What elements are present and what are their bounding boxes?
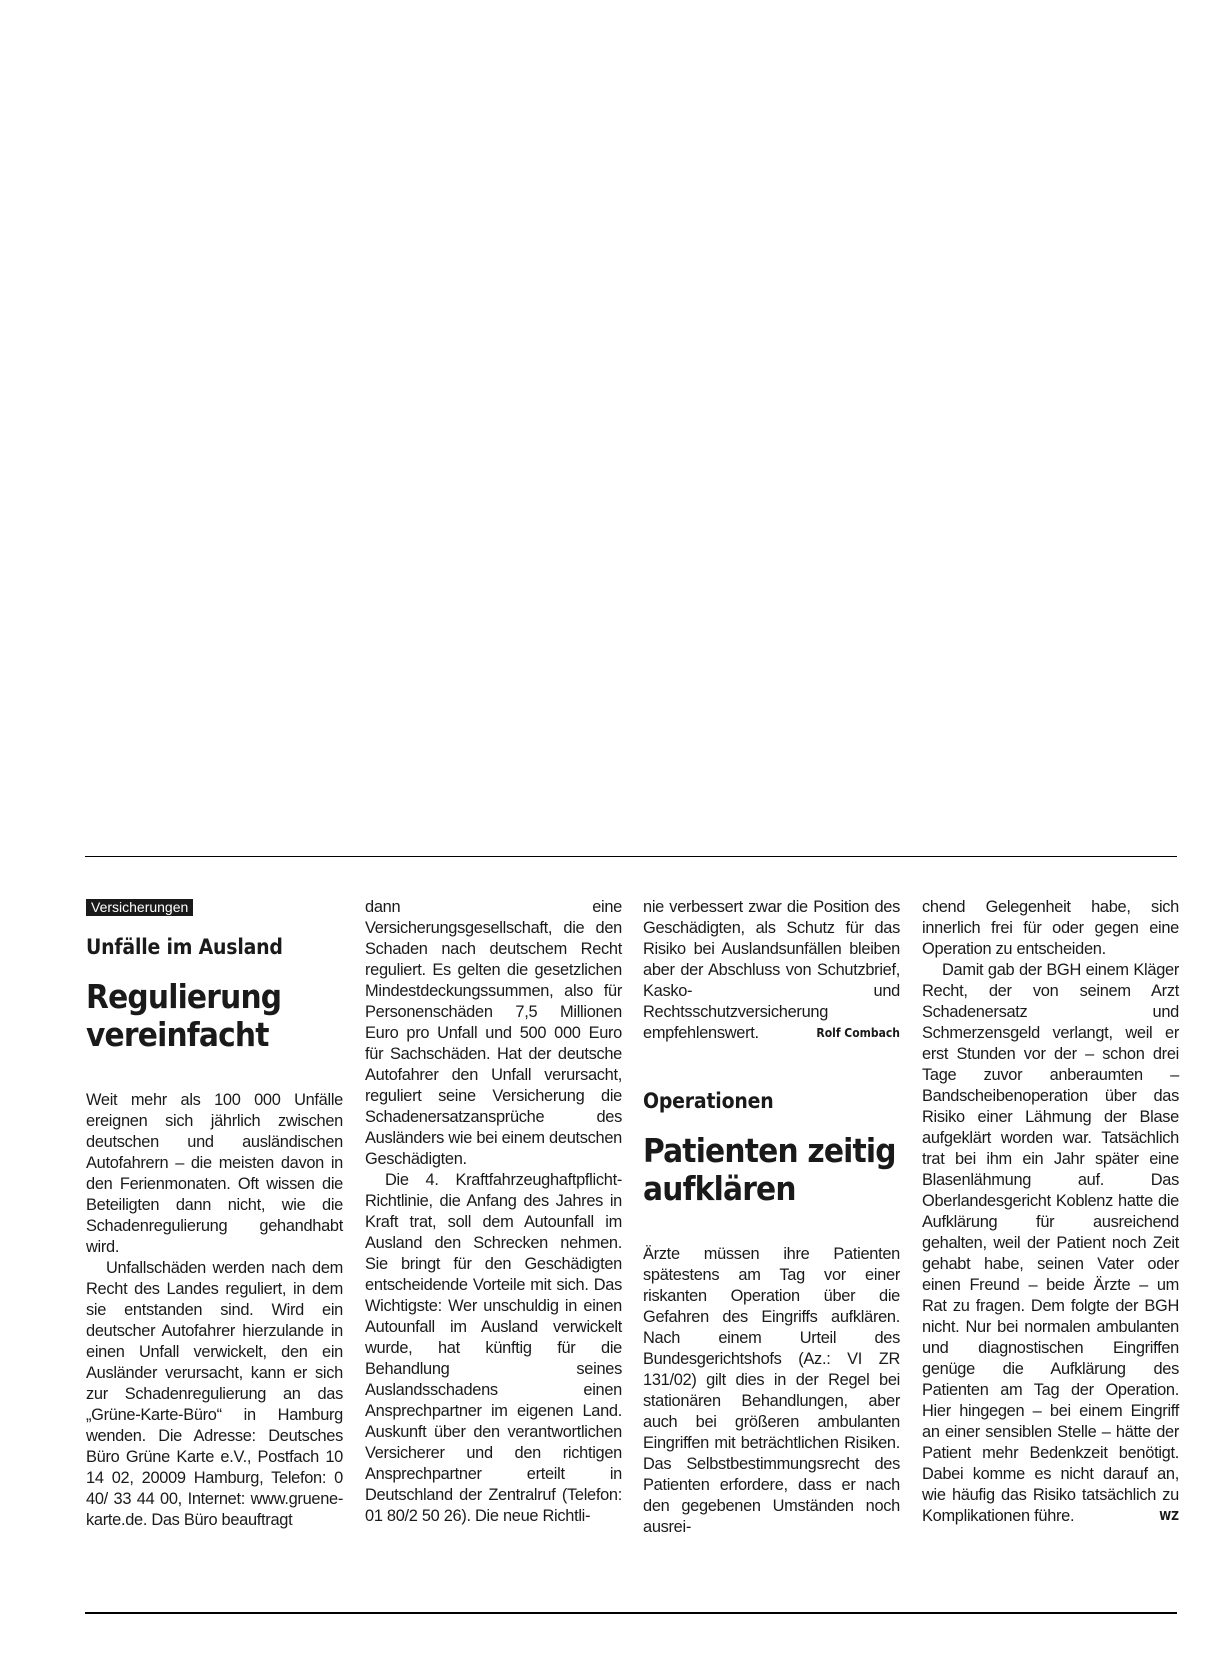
article-2 [643,1088,900,1538]
article-1-paragraph-3-cont [643,897,900,1044]
article-2-byline: WZ [1159,1509,1179,1523]
article-2-paragraph-1-cont: chend Gelegenheit habe, sich innerlich frei für oder gegen eine Operation zu entscheiden. [922,898,1179,958]
article-2-final-text: Damit gab der BGH einem Kläger Recht, der von seinem Arzt Schadenersatz und Schmerzensgeld verlangt, weil er erst Stunden vor der – schon drei Tage zuvor anberaumten – Bandscheibenoperation über das Risiko einer Lähmung der Blase aufgeklärt worden war. Tatsächlich trat bei ihm ein Jahr später eine Blasenlähmung auf. Das Oberlandesgericht Koblenz hatte die Aufklärung für ausreichend gehalten, weil der Patient noch Zeit gehabt habe, seinen Vater oder einen Freund – beide Ärzte – um Rat zu fragen. Dem folgte der BGH nicht. Nur bei normalen ambulanten und diagnostischen Eingriffen genüge die Aufklärung des Patienten am Tag der Operation. Hier hingegen – bei einem Eingriff an einer sensiblen Stelle – hätte der Patient mehr Bedenkzeit benötigt. Dabei komme es nicht darauf an, wie häufig das Risiko tatsächlich zu Komplikationen führe. [922,961,1179,1525]
article-1-paragraph-3: Die 4. Kraftfahrzeughaftpflicht-Richtlinie, die Anfang des Jahres in Kraft trat, soll dem Autounfall im Ausland den Schrecken nehmen. Sie bringt für den Geschädigten entscheidende Vorteile mit sich. Das Wichtigste: Wer unschuldig in einen Autounfall im Ausland verwickelt wurde, hat künftig für die Behandlung seines Auslandsschadens einen Ansprechpartner im eigenen Land. Auskunft über den verantwortlichen Versicherer und den richtigen Ansprechpartner erteilt in Deutschland der Zentralruf (Telefon: 01 80/2 50 26). Die neue Richtli- [365,1171,622,1525]
column-2 [365,897,622,1527]
column-3 [643,897,900,1538]
article-1-topic: Unfälle im Ausland [86,935,283,959]
article-1-headline: Regulierung vereinfacht [86,977,282,1054]
column-4 [922,897,1179,1527]
section-kicker: Versicherungen [86,899,193,916]
article-2-paragraph-1: Ärzte müssen ihre Patienten spätestens am Tag vor einer riskanten Operation über die Gefahren des Eingriffs aufklären. Nach einem Urteil des Bundesgerichtshofs (Az.: VI ZR 131/02) gilt dies in der Regel bei stationären Behandlungen, aber auch bei größeren ambulanten Eingriffen mit beträchtlichen Risiken. Das Selbstbestimmungsrecht des Patienten erfordere, dass er nach den gegebenen Umständen noch ausrei- [643,1245,900,1536]
article-1-paragraph-1: Weit mehr als 100 000 Unfälle ereignen sich jährlich zwischen deutschen und ausländischen Autofahrern – die meisten davon in den Ferienmonaten. Oft wissen die Beteiligten dann nicht, wie die Schadenregulierung gehandhabt wird. [86,1091,343,1256]
article-2-topic: Operationen [643,1089,774,1113]
bottom-rule [85,1612,1177,1614]
top-rule [85,856,1177,857]
article-1-final-text: nie verbessert zwar die Position des Geschädigten, als Schutz für das Risiko bei Auslandsunfällen bleiben aber der Abschluss von Schutzbrief, Kasko- und Rechtsschutzversicherung empfehlenswert. [643,898,900,1042]
article-2-paragraph-2 [922,960,1179,1527]
article-1-byline: Rolf Combach [816,1026,900,1040]
article-1-paragraph-2: Unfallschäden werden nach dem Recht des Landes reguliert, in dem sie entstanden sind. Wird ein deutscher Autofahrer hierzulande in einen Unfall verwickelt, den ein Ausländer verursacht, kann er sich zur Schadenregulierung an das „Grüne-Karte-Büro“ in Hamburg wenden. Die Adresse: Deutsches Büro Grüne Karte e.V., Postfach 10 14 02, 20009 Hamburg, Telefon: 0 40/ 33 44 00, Internet: www.gruene-karte.de. Das Büro beauftragt [86,1259,343,1529]
column-1 [86,897,343,1531]
article-2-headline: Patienten zeitig aufklären [643,1131,896,1208]
article-1-paragraph-2-cont: dann eine Versicherungsgesellschaft, die den Schaden nach deutschem Recht reguliert. Es gelten die gesetzlichen Mindestdeckungssummen, also für Personenschäden 7,5 Millionen Euro pro Unfall und 500 000 Euro für Sachschäden. Hat der deutsche Autofahrer den Unfall verursacht, reguliert seine Versicherung die Schadenersatzansprüche des Ausländers wie bei einem deutschen Geschädigten. [365,898,622,1168]
